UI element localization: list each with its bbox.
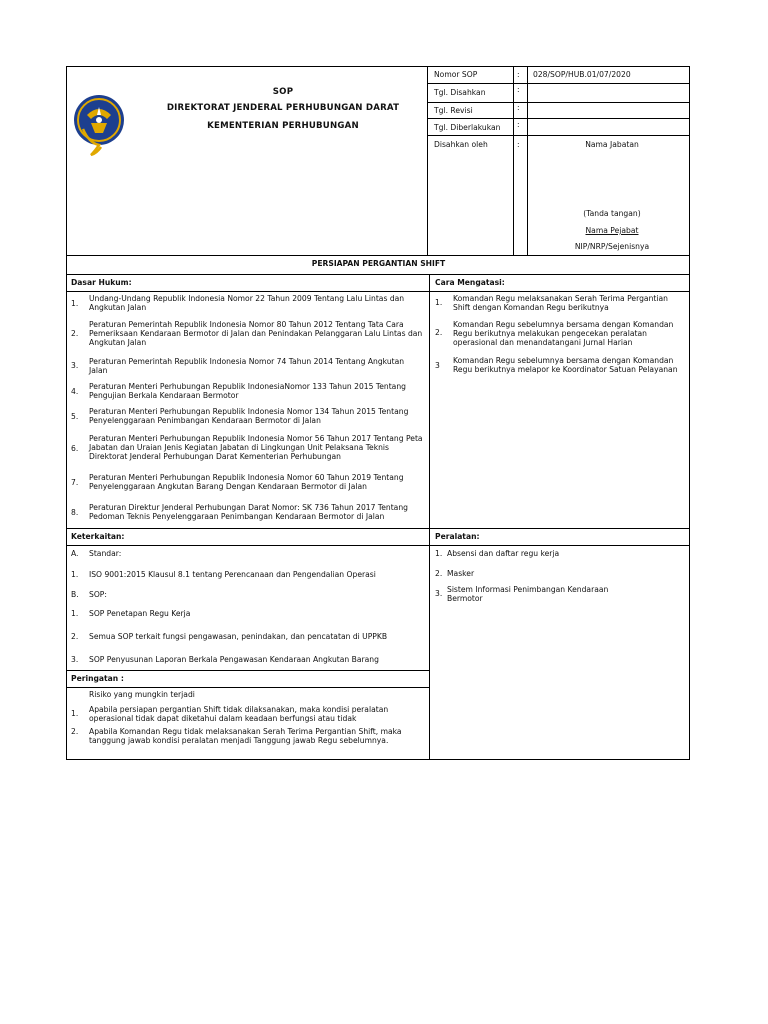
list-number: 1. [71,299,79,308]
list-number: 2. [71,727,79,736]
list-item: SOP: [89,590,107,599]
meta-sep: : [517,103,520,112]
list-item: Undang-Undang Republik Indonesia Nomor 22 Tahun 2009 Tentang Lalu Lintas dan Angkutan Jalan [89,294,405,312]
list-number: 7. [71,478,79,487]
list-item: Peraturan Menteri Perhubungan Republik Indonesia Nomor 56 Tahun 2017 Tentang Peta Jabatan dan Uraian Jenis Kegiatan Jabatan di Lingkungan Unit Pelaksana Teknis Direktorat Jenderal Perhubungan Darat Kementerian Perhubungan [89,434,423,461]
list-number: A. [71,549,79,558]
list-item: Komandan Regu sebelumnya bersama dengan Komandan Regu berikutnya melapor ke Koordinator Satuan Pelayanan [453,356,678,374]
list-item: SOP Penetapan Regu Kerja [89,609,191,618]
list-number: 1. [71,709,79,718]
list-number: 1. [435,298,443,307]
list-item: Apabila Komandan Regu tidak melaksanakan Serah Terima Pergantian Shift, maka tanggung jawab kondisi peralatan menjadi Tanggung jawab Regu sebelumnya. [89,727,402,745]
keterkaitan-heading: Keterkaitan: [71,532,125,541]
list-item: Peraturan Direktur Jenderal Perhubungan Darat Nomor: SK 736 Tahun 2017 Tentang Pedoman Teknis Penyelenggaraan Penimbangan Kendaraan Bermotor di Jalan [89,503,408,521]
peringatan-intro: Risiko yang mungkin terjadi [89,690,195,699]
list-number: 8. [71,508,79,517]
list-number: 5. [71,412,79,421]
list-item: Komandan Regu melaksanakan Serah Terima Pergantian Shift dengan Komandan Regu berikutnya [453,294,668,312]
peringatan-heading: Peringatan : [71,674,124,683]
procedure-title: PERSIAPAN PERGANTIAN SHIFT [311,259,446,268]
list-number: 6. [71,444,79,453]
list-item: Semua SOP terkait fungsi pengawasan, penindakan, dan pencatatan di UPPKB [89,632,388,641]
list-item: Apabila persiapan pergantian Shift tidak dilaksanakan, maka kondisi peralatan operasional tidak dapat diketahui dalam keadaan berfungsi atau tidak [89,705,389,723]
peralatan-heading: Peralatan: [435,532,480,541]
meta-label-nomor: Nomor SOP [434,70,478,79]
list-number: 4. [71,387,79,396]
meta-sep: : [517,140,520,149]
list-item: ISO 9001:2015 Klausul 8.1 tentang Perencanaan dan Pengendalian Operasi [89,570,376,579]
dasar-hukum-heading: Dasar Hukum: [71,278,132,287]
list-item: Peraturan Pemerintah Republik Indonesia Nomor 74 Tahun 2014 Tentang Angkutan Jalan [89,357,405,375]
list-number: 1. [71,570,79,579]
meta-label-disahkan-oleh: Disahkan oleh [434,140,488,149]
org-line-1: DIREKTORAT JENDERAL PERHUBUNGAN DARAT [166,103,400,113]
meta-label-diberlakukan: Tgl. Diberlakukan [434,123,501,132]
meta-label-disahkan: Tgl. Disahkan [434,88,486,97]
list-number: 3. [71,361,79,370]
list-number: 1. [71,609,79,618]
list-number: 1. [435,549,443,558]
meta-sep: : [517,120,520,129]
list-number: 3. [435,589,443,598]
sop-document [66,66,690,760]
ministry-emblem-icon [69,85,125,159]
official-name: Nama Pejabat [585,226,639,235]
list-number: B. [71,590,79,599]
meta-sep: : [517,85,520,94]
list-item: Peraturan Pemerintah Republik Indonesia Nomor 80 Tahun 2012 Tentang Tata Cara Pemeriksaan Kendaraan Bermotor di Jalan dan Penindakan Pelanggaran Lalu Lintas dan Angkutan Jalan [89,320,423,347]
list-item: Peraturan Menteri Perhubungan Republik Indonesia Nomor 60 Tahun 2019 Tentang Penyelenggaraan Angkutan Barang Dengan Kendaraan Bermotor di Jalan [89,473,404,491]
meta-sep: : [517,70,520,79]
list-item: Masker [447,569,475,578]
cara-mengatasi-heading: Cara Mengatasi: [435,278,505,287]
list-item: Peraturan Menteri Perhubungan Republik Indonesia Nomor 134 Tahun 2015 Tentang Penyelenggaraan Penimbangan Kendaraan Bermotor di Jalan [89,407,409,425]
list-item: Komandan Regu sebelumnya bersama dengan Komandan Regu berikutnya melakukan pengecekan peralatan operasional dan menandatangani Jurnal Harian [453,320,674,347]
list-item: Standar: [89,549,122,558]
list-item: Peraturan Menteri Perhubungan Republik IndonesiaNomor 133 Tahun 2015 Tentang Pengujian Berkala Kendaraan Bermotor [89,382,406,400]
meta-value-nomor: 028/SOP/HUB.01/07/2020 [533,70,631,79]
list-number: 2. [435,328,443,337]
list-item: SOP Penyusunan Laporan Berkala Pengawasan Kendaraan Angkutan Barang [89,655,379,664]
list-number: 2. [71,329,79,338]
meta-value-jabatan: Nama Jabatan [585,140,639,149]
list-number: 3 [435,361,440,370]
meta-label-revisi: Tgl. Revisi [434,106,473,115]
official-id: NIP/NRP/Sejenisnya [574,242,650,251]
list-number: 3. [71,655,79,664]
list-item: Absensi dan daftar regu kerja [447,549,560,558]
sop-title: SOP [272,87,294,97]
signature-caption: (Tanda tangan) [583,209,641,218]
org-line-2: KEMENTERIAN PERHUBUNGAN [207,121,359,131]
list-number: 2. [435,569,443,578]
list-item: Sistem Informasi Penimbangan Kendaraan Bermotor [447,585,609,603]
list-number: 2. [71,632,79,641]
